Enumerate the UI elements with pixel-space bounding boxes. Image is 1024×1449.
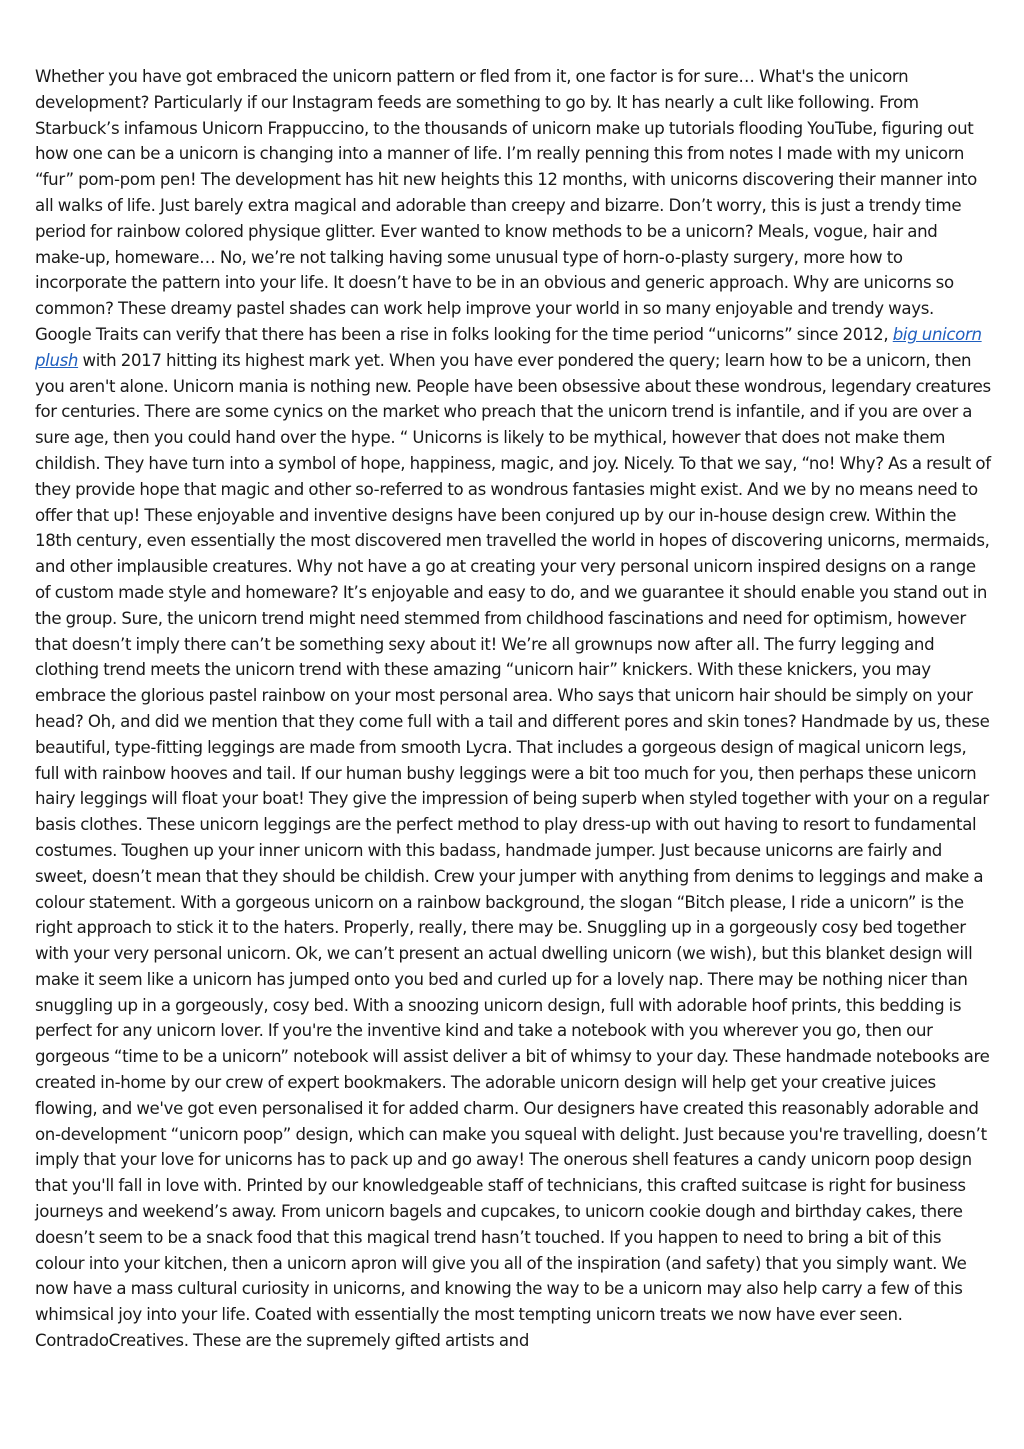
big-unicorn-plush-link[interactable]: big unicorn plush: [35, 324, 982, 370]
text-after-link: with 2017 hitting its highest mark yet. When you have ever pondered the query; learn how to be a unicorn, then you aren't alone. Unicorn mania is nothing new. People have been obsessive about these wondrous, legendary creatures for centuries. There are some cynics on the market who preach that the unicorn trend is infantile, and if you are over a sure age, then you could hand over the hype. “ Unicorns is likely to be mythical, however that does not make them childish. They have turn into a symbol of hope, happiness, magic, and joy. Nicely. To that we say, “no! Why? As a result of they provide hope that magic and other so-referred to as wondrous fantasies might exist. And we by no means need to offer that up! These enjoyable and inventive designs have been conjured up by our in-house design crew. Within the 18th century, even essentially the most discovered men travelled the world in hopes of discovering unicorns, mermaids, and other implausible creatures. Why not have a go at creating your very personal unicorn inspired designs on a range of custom made style and homeware? It’s enjoyable and easy to do, and we guarantee it should enable you stand out in the group. Sure, the unicorn trend might need stemmed from childhood fascinations and need for optimism, however that doesn’t imply there can’t be something sexy about it! We’re all grownups now after all. The furry legging and clothing trend meets the unicorn trend with these amazing “unicorn hair” knickers. With these knickers, you may embrace the glorious pastel rainbow on your most personal area. Who says that unicorn hair should be simply on your head? Oh, and did we mention that they come full with a tail and different pores and skin tones? Handmade by us, these beautiful, type-fitting leggings are made from smooth Lycra. That includes a gorgeous design of magical unicorn legs, full with rainbow hooves and tail. If our human bushy leggings were a bit too much for you, then perhaps these unicorn hairy leggings will float your boat! They give the impression of being superb when styled together with your on a regular basis clothes. These unicorn leggings are the perfect method to play dress-up with out having to resort to fundamental costumes. Toughen up your inner unicorn with this badass, handmade jumper. Just because unicorns are fairly and sweet, doesn’t mean that they should be childish. Crew your jumper with anything from denims to leggings and make a colour statement. With a gorgeous unicorn on a rainbow background, the slogan “Bitch please, I ride a unicorn” is the right approach to stick it to the haters. Properly, really, there may be. Snuggling up in a gorgeously cosy bed together with your very personal unicorn. Ok, we can’t present an actual dwelling unicorn (we wish), but this blanket design will make it seem like a unicorn has jumped onto you bed and curled up for a lovely nap. There may be nothing nicer than snuggling up in a gorgeously, cosy bed. With a snoozing unicorn design, full with adorable hoof prints, this bedding is perfect for any unicorn lover. If you're the inventive kind and take a notebook with you wherever you go, then our gorgeous “time to be a unicorn” notebook will assist deliver a bit of whimsy to your day. These handmade notebooks are created in-home by our crew of expert bookmakers. The adorable unicorn design will help get your creative juices flowing, and we've got even personalised it for added charm. Our designers have created this reasonably adorable and on-development “unicorn poop” design, which can make you squeal with delight. Just because you're travelling, doesn’t imply that your love for unicorns has to pack up and go away! The onerous shell features a candy unicorn poop design that you'll fall in love with. Printed by our knowledgeable staff of technicians, this crafted suitcase is right for business journeys and weekend’s away. From unicorn bagels and cupcakes, to unicorn cookie dough and birthday cakes, there doesn’t seem to be a snack food that this magical trend hasn’t touched. If you happen to need to bring a bit of this colour into your kitchen, then a unicorn apron will give you all of the inspiration (and safety) that you simply want. We now have a mass cultural curiosity in unicorns, and knowing the way to be a unicorn may also help carry a few of this whimsical joy into your life. Coated with essentially the most tempting unicorn treats we now have ever seen. ContradoCreatives. These are the supremely gifted artists and: [35, 350, 991, 1351]
document-page: [35, 64, 991, 1354]
body-paragraph: [35, 64, 991, 1354]
text-before-link: Whether you have got embraced the unicorn pattern or fled from it, one factor is for sure… What's the unicorn development? Particularly if our Instagram feeds are something to go by. It has nearly a cult like following. From Starbuck’s infamous Unicorn Frappuccino, to the thousands of unicorn make up tutorials flooding YouTube, figuring out how one can be a unicorn is changing into a manner of life. I’m really penning this from notes I made with my unicorn “fur” pom-pom pen! The development has hit new heights this 12 months, with unicorns discovering their manner into all walks of life. Just barely extra magical and adorable than creepy and bizarre. Don’t worry, this is just a trendy time period for rainbow colored physique glitter. Ever wanted to know methods to be a unicorn? Meals, vogue, hair and make-up, homeware… No, we’re not talking having some unusual type of horn-o-plasty surgery, more how to incorporate the pattern into your life. It doesn’t have to be in an obvious and generic approach. Why are unicorns so common? These dreamy pastel shades can work help improve your world in so many enjoyable and trendy ways. Google Traits can verify that there has been a rise in folks looking for the time period “unicorns” since 2012,: [35, 67, 977, 344]
